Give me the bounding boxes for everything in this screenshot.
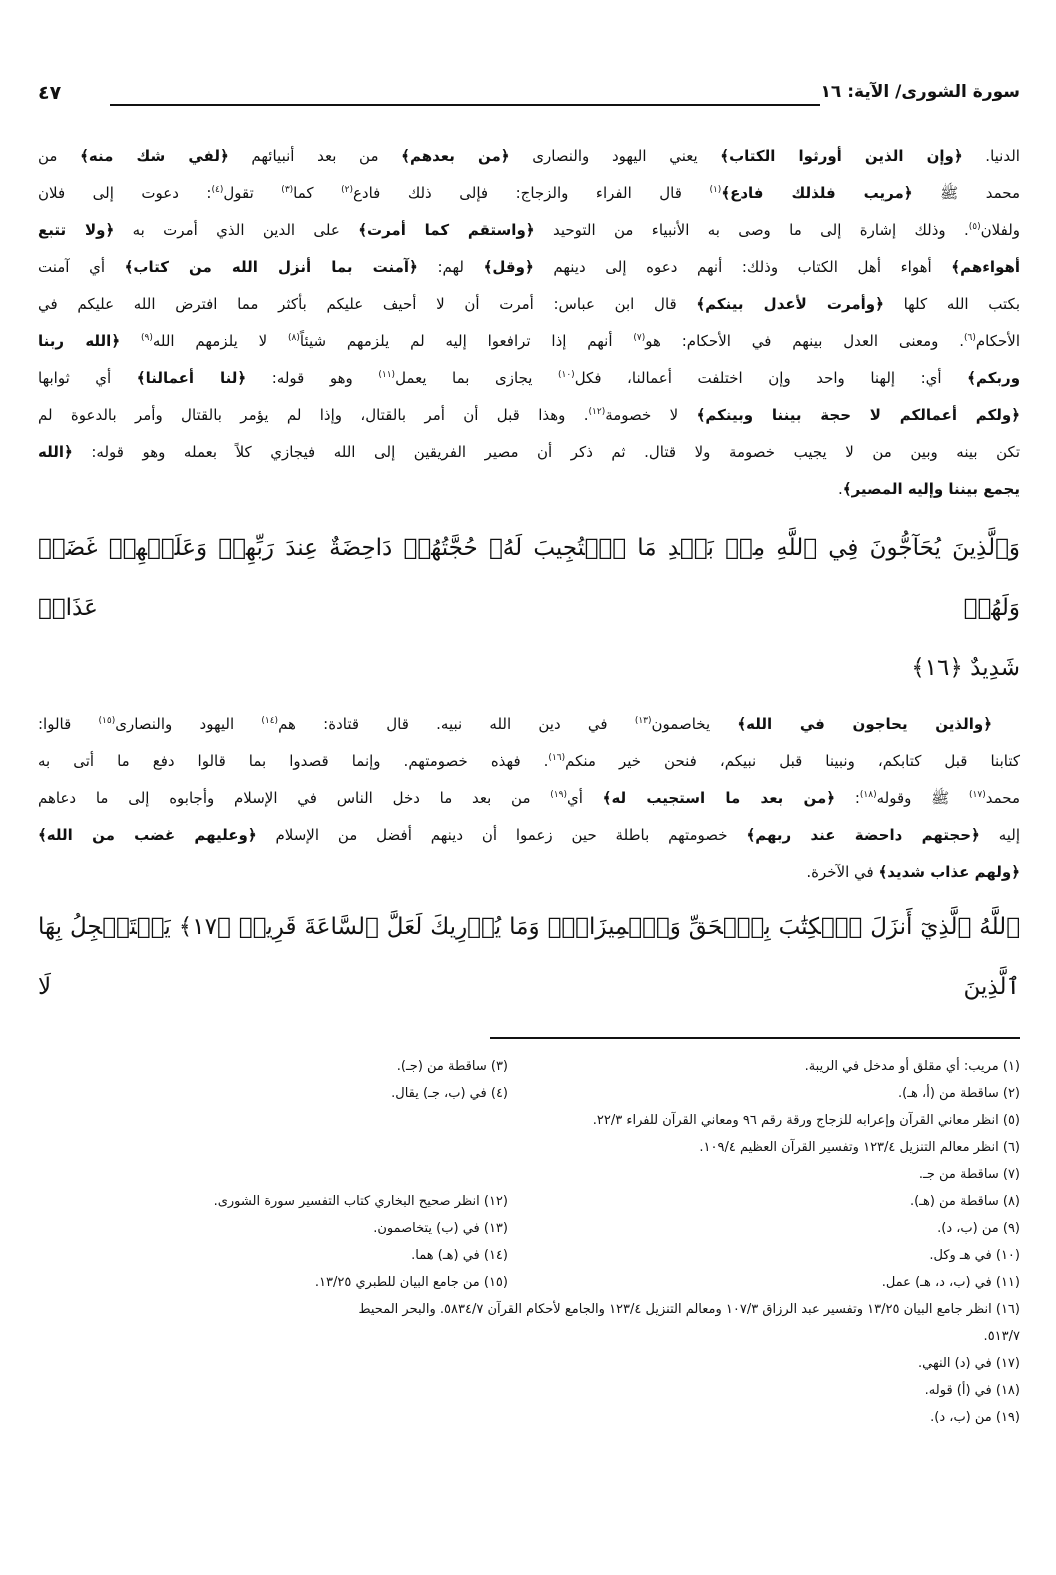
quoted-verse-text: والذين يحاجون في الله xyxy=(746,715,984,733)
footnote-ref: (٨) xyxy=(288,333,300,343)
commentary-paragraph-1 xyxy=(38,138,1020,508)
plain-text: . وهذا قبل أن أمر بالقتال، وإذا لم يؤمر بالقتال وأمر بالدعوة لم xyxy=(38,406,589,424)
quoted-verse-text: لنا أعمالنا xyxy=(145,369,238,387)
quoted-verse-text: ﴿ xyxy=(903,184,913,202)
text-line xyxy=(38,138,1020,175)
plain-text: لهم: xyxy=(417,258,484,276)
footnotes xyxy=(38,1053,1020,1431)
footnote: (٧) ساقطة من جـ. xyxy=(918,1167,1020,1182)
plain-text: إليه xyxy=(979,826,1020,844)
footnote-separator xyxy=(490,1037,1020,1039)
plain-text: لا خصومة xyxy=(605,406,697,424)
footnote-row xyxy=(38,1350,1020,1377)
plain-text: أي xyxy=(566,789,603,807)
footnote: (٤) في (ب، جـ) يقال. xyxy=(391,1086,508,1101)
quoted-verse-text: من بعدهم xyxy=(409,147,501,165)
plain-text: : xyxy=(835,789,860,807)
header-title: سورة الشورى/ الآية: ١٦ xyxy=(820,82,1020,102)
text-line xyxy=(38,817,1020,854)
footnote: (١٠) في هـ وكل. xyxy=(929,1248,1020,1263)
running-header xyxy=(38,82,1020,112)
footnote: (١٧) في (د) النهي. xyxy=(918,1356,1020,1371)
quoted-verse-text: ﴿ xyxy=(219,147,229,165)
quoted-verse-text: ولهم عذاب شديد xyxy=(887,863,1012,881)
footnote: (١٥) من جامع البيان للطبري ١٣/٢٥. xyxy=(314,1275,508,1290)
text-line xyxy=(38,323,1020,360)
footnote: (١٢) انظر صحيح البخاري كتاب التفسير سورة الشورى. xyxy=(213,1194,508,1209)
footnote-ref: (١٧) xyxy=(969,790,986,800)
plain-text: . xyxy=(837,480,843,498)
text-line xyxy=(38,471,1020,508)
quoted-verse-text: ﴿ xyxy=(826,789,836,807)
plain-text: تقول xyxy=(223,184,282,202)
plain-text: يعني اليهود والنصارى xyxy=(509,147,721,165)
text-line xyxy=(38,175,1020,212)
quoted-verse-text: ﴿ xyxy=(247,826,257,844)
footnote-ref: (١٩) xyxy=(550,790,567,800)
plain-text: الأحكام xyxy=(975,332,1020,350)
plain-text: ولفلان xyxy=(980,221,1021,239)
footnote: (١٦) انظر جامع البيان ١٣/٢٥ وتفسير عبد الرزاق ١٠٧/٣ ومعالم التنزيل ١٢٣/٤ والجامع لأحكام القرآن ٥٨٣٤/٧. والبحر المحيط xyxy=(358,1302,1020,1317)
plain-text: . وذلك إشارة إلى ما وصى به الأنبياء من التوحيد xyxy=(534,221,969,239)
footnote-ref: (١٠) xyxy=(557,370,575,380)
quoted-verse-text: لفي شك منه xyxy=(88,147,220,165)
footnote-row xyxy=(38,1323,1020,1350)
quoted-verse-text: ﴿ xyxy=(1011,406,1021,424)
footnote-ref: (٩) xyxy=(140,333,153,343)
footnote-row xyxy=(38,1269,1020,1296)
quoted-verse-text: وإن الذين أورثوا الكتاب xyxy=(729,147,954,165)
quoted-verse-text: ولا تتبع xyxy=(38,221,106,239)
quoted-verse-text: ﴾ xyxy=(124,258,134,276)
quoted-verse-text: أهواءهم xyxy=(960,258,1021,276)
quoted-verse-text: ﴾ xyxy=(696,295,706,313)
text-line xyxy=(38,434,1020,471)
footnote-ref: (٣) xyxy=(281,185,294,195)
text-line xyxy=(38,212,1020,249)
quran-verse-16 xyxy=(38,518,1020,698)
quoted-verse-text: آمنت بما أنزل الله من كتاب xyxy=(133,258,410,276)
footnote-row xyxy=(38,1080,1020,1107)
footnote: (١٩) من (ب، د). xyxy=(930,1410,1020,1425)
footnote-ref: (٧) xyxy=(633,333,646,343)
footnote-row xyxy=(38,1053,1020,1080)
quoted-verse-text: ﴿ xyxy=(1011,863,1020,881)
plain-text: قال الفراء والزجاج: فإلى ذلك فادع xyxy=(352,184,710,202)
plain-text: اليهود والنصارى xyxy=(115,715,262,733)
plain-text: محمد xyxy=(985,789,1020,807)
quoted-verse-text: وربكم xyxy=(975,369,1021,387)
text-line xyxy=(38,397,1020,434)
verse-line: شَدِيدٌ ﴿١٦﴾ xyxy=(911,655,1020,681)
footnote-row xyxy=(38,1134,1020,1161)
footnote: (٦) انظر معالم التنزيل ١٢٣/٤ وتفسير القرآن العظيم ١٠٩/٤. xyxy=(699,1140,1020,1155)
quoted-verse-text: ﴾ xyxy=(746,826,756,844)
plain-text: ﷺ وقوله xyxy=(876,789,970,807)
page-number: ٤٧ xyxy=(38,82,62,104)
quoted-verse-text: ﴾ xyxy=(737,715,747,733)
quoted-verse-text: يجمع بيننا وإليه المصير xyxy=(851,480,1020,498)
quoted-verse-text: ﴾ xyxy=(38,826,47,844)
plain-text: وهو قوله: xyxy=(246,369,379,387)
quoted-verse-text: الله xyxy=(38,443,64,461)
text-line xyxy=(38,249,1020,286)
plain-text: قالوا: xyxy=(38,715,99,733)
plain-text: كما xyxy=(293,184,342,202)
quoted-verse-text: ﴾ xyxy=(358,221,367,239)
plain-text: تكن بينه وبين من لا يجيب خصومة ولا قتال. ثم ذكر أن مصير الفريقين إلى الله فيجازي كلاً بعمله وهو قوله: xyxy=(72,443,1020,461)
footnote: (٥) انظر معاني القرآن وإعرابه للزجاج ورقة رقم ٩٦ ومعاني القرآن للفراء ٢٢/٣. xyxy=(592,1113,1020,1128)
footnote: (١٨) في (أ) قوله. xyxy=(924,1383,1020,1398)
footnote: (٢) ساقطة من (أ، هـ). xyxy=(898,1086,1020,1101)
quoted-verse-text: حجتهم داحضة عند ربهم xyxy=(755,826,972,844)
plain-text: خصومتهم باطلة حين زعموا أن دينهم أفضل من الإسلام xyxy=(256,826,747,844)
plain-text: من بعد ما دخل الناس في الإسلام وأجابوه إلى ما دعاهم xyxy=(38,789,551,807)
footnote: (٨) ساقطة من (هـ). xyxy=(909,1194,1020,1209)
plain-text: قال ابن عباس: أمرت أن لا أحيف عليكم بأكثر مما افترض الله عليكم في xyxy=(38,295,697,313)
quoted-verse-text: ﴿ xyxy=(525,221,535,239)
plain-text: لا يلزمهم الله xyxy=(152,332,288,350)
footnote-row xyxy=(38,1215,1020,1242)
plain-text: في الآخرة. xyxy=(806,863,879,881)
quoted-verse-text: ﴿ xyxy=(500,147,510,165)
plain-text: . ومعنى العدل بينهم في الأحكام: هو xyxy=(645,332,964,350)
quoted-verse-text: ﴾ xyxy=(602,789,612,807)
plain-text: الدنيا. xyxy=(962,147,1020,165)
quoted-verse-text: ﴾ xyxy=(720,147,730,165)
plain-text: أي ثوابها xyxy=(38,369,137,387)
plain-text: . فهذه خصومتهم. وإنما قصدوا بما قالوا دفع ما أتى به xyxy=(38,752,549,770)
quoted-verse-text: وأمرت لأعدل بينكم xyxy=(705,295,876,313)
footnote-row xyxy=(38,1377,1020,1404)
footnote-row xyxy=(38,1188,1020,1215)
plain-text: من بعد أنبيائهم xyxy=(228,147,402,165)
quoted-verse-text: ﴾ xyxy=(951,258,961,276)
footnote-row xyxy=(38,1296,1020,1323)
footnote-ref: (١٤) xyxy=(261,716,279,726)
text-line xyxy=(38,854,1020,891)
quoted-verse-text: وقل xyxy=(492,258,525,276)
footnote: (١) مريب: أي مقلق أو مدخل في الريبة. xyxy=(804,1059,1020,1074)
plain-text: أي: إلهنا واحد وإن اختلفت أعمالنا، فكل xyxy=(574,369,968,387)
footnote-ref: (٤) xyxy=(211,185,224,195)
quoted-verse-text: ﴿ xyxy=(409,258,418,276)
quoted-verse-text: ﴾ xyxy=(696,406,706,424)
verse-line: ٱللَّهُ ٱلَّذِيٓ أَنزَلَ ٱلۡكِتَٰبَ بِٱلۡحَقِّ وَٱلۡمِيزَانَۗ وَمَا يُدۡرِيكَ لَعَلَّ ٱلسَّاعَةَ قَرِيبٞ ﴿١٧﴾ يَسۡتَعۡجِلُ بِهَا ٱلَّذِينَ لَا xyxy=(38,914,1020,1000)
footnote-ref: (١٦) xyxy=(548,753,566,763)
plain-text: محمد ﷺ xyxy=(912,184,1021,202)
text-line xyxy=(38,360,1020,397)
quoted-verse-text: ﴾ xyxy=(483,258,493,276)
footnote-row xyxy=(38,1242,1020,1269)
quoted-verse-text: من بعد ما استجيب له xyxy=(611,789,827,807)
quoted-verse-text: ﴿ xyxy=(875,295,884,313)
footnote: (١٤) في (هـ) هما. xyxy=(411,1248,508,1263)
plain-text: أي آمنت xyxy=(38,258,125,276)
header-rule xyxy=(110,104,820,106)
quoted-verse-text: ﴾ xyxy=(401,147,410,165)
plain-text: يخاصمون xyxy=(651,715,738,733)
quoted-verse-text: ﴿ xyxy=(105,221,115,239)
quoted-verse-text: ﴾ xyxy=(80,147,89,165)
footnote: ٥١٣/٧. xyxy=(983,1329,1020,1344)
plain-text: في دين الله نبيه. قال قتادة: هم xyxy=(278,715,635,733)
footnote-ref: (٦) xyxy=(963,333,976,343)
plain-text: كتابنا قبل كتابكم، ونبينا قبل نبيكم، فنحن خير منكم xyxy=(565,752,1020,770)
footnote-row xyxy=(38,1107,1020,1134)
quoted-verse-text: ﴿ xyxy=(971,826,980,844)
quoted-verse-text: مريب فلذلك فادع xyxy=(730,184,904,202)
footnote-ref: (١٥) xyxy=(98,716,116,726)
quoted-verse-text: ﴿ xyxy=(111,332,121,350)
plain-text: على الدين الذي أمرت به xyxy=(114,221,359,239)
plain-text: من xyxy=(38,147,81,165)
text-line xyxy=(38,706,1020,743)
text-line xyxy=(38,780,1020,817)
footnote: (١٣) في (ب) يتخاصمون. xyxy=(373,1221,508,1236)
footnote-ref: (١٨) xyxy=(859,790,877,800)
quoted-verse-text: ﴿ xyxy=(983,715,992,733)
quoted-verse-text: ﴾ xyxy=(136,369,146,387)
quoted-verse-text: ﴿ xyxy=(237,369,247,387)
footnote-ref: (١٣) xyxy=(634,716,652,726)
quoted-verse-text: ﴾ xyxy=(842,480,852,498)
text-line xyxy=(38,743,1020,780)
quran-verse-17 xyxy=(38,897,1020,1017)
footnote-ref: (٥) xyxy=(968,222,981,232)
commentary-paragraph-2 xyxy=(38,706,1020,891)
quoted-verse-text: ولكم أعمالكم لا حجة بيننا وبينكم xyxy=(705,406,1012,424)
verse-line: وَٱلَّذِينَ يُحَآجُّونَ فِي ٱللَّهِ مِنۢ بَعۡدِ مَا ٱسۡتُجِيبَ لَهُۥ حُجَّتُهُمۡ دَاحِضَةٌ عِندَ رَبِّهِمۡ وَعَلَيۡهِمۡ غَضَبٞ وَلَهُمۡ عَذَابٞ xyxy=(38,535,1020,621)
quoted-verse-text: واستقم كما أمرت xyxy=(367,221,526,239)
quoted-verse-text: ﴾ xyxy=(967,369,976,387)
footnote-row xyxy=(38,1161,1020,1188)
plain-text: بكتب الله كلها xyxy=(883,295,1020,313)
plain-text: أنهم إذا ترافعوا إليه لم يلزمهم شيئاً xyxy=(299,332,634,350)
plain-text: أهواء أهل الكتاب وذلك: أنهم دعوه إلى دينهم xyxy=(533,258,952,276)
footnote-ref: (١) xyxy=(709,185,722,195)
quoted-verse-text: ﴾ xyxy=(878,863,888,881)
quoted-verse-text: ﴿ xyxy=(64,443,73,461)
footnote: (٩) من (ب، د). xyxy=(937,1221,1020,1236)
quoted-verse-text: ﴾ xyxy=(721,184,731,202)
plain-text: : دعوت إلى فلان xyxy=(38,184,212,202)
plain-text: يجازى بما يعمل xyxy=(395,369,558,387)
quoted-verse-text: الله ربنا xyxy=(38,332,112,350)
text-line xyxy=(38,286,1020,323)
quoted-verse-text: ﴿ xyxy=(953,147,963,165)
footnote-ref: (٢) xyxy=(341,185,353,195)
footnote-ref: (١١) xyxy=(378,370,396,380)
footnote-ref: (١٢) xyxy=(588,407,606,417)
footnote: (٣) ساقطة من (جـ). xyxy=(396,1059,508,1074)
quoted-verse-text: ﴿ xyxy=(524,258,534,276)
plain-text xyxy=(120,332,141,350)
footnote-row xyxy=(38,1404,1020,1431)
quoted-verse-text: وعليهم غضب من الله xyxy=(46,826,248,844)
footnote: (١١) في (ب، د، هـ) عمل. xyxy=(881,1275,1020,1290)
